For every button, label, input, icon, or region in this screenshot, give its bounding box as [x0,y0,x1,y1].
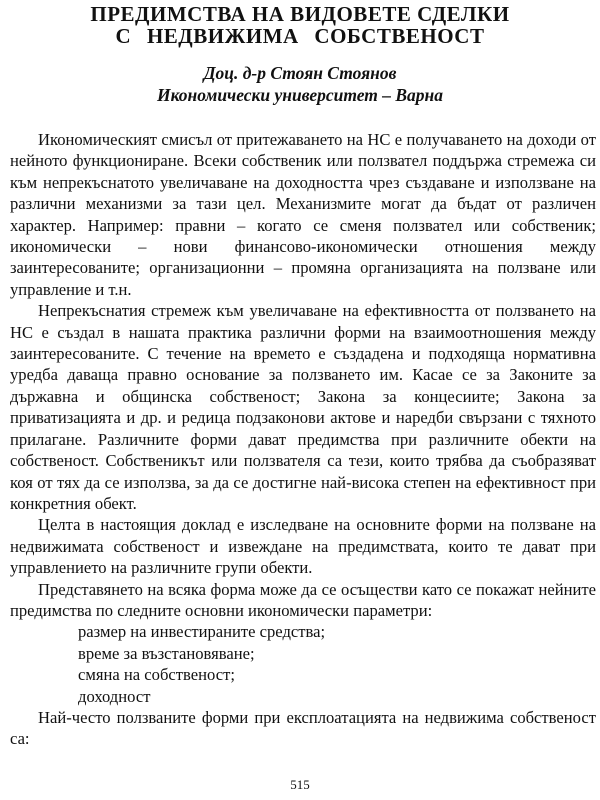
page-title-line-1: ПРЕДИМСТВА НА ВИДОВЕТЕ СДЕЛКИ [90,2,510,26]
parameter-item: смяна на собственост; [78,665,235,685]
paragraph-2: Непрекъснатия стремеж към увеличаване на ефективността от ползването на НС е създал в нашата практика различни форми на взаимоотношения между заинтересованите. С течение на времето е създадена и подходяща нормативна уредба даваща правно основание за ползването им. Касае се за Законите за държавна и общинска собственост; Закона за концесиите; Закона за приватизацията и др. и редица подзаконови актове и наредби свързани с тяхното прилагане. Различните форми дават предимства при различните обекти на собственост. Собственикът или ползвателя са тези, които трябва да съобразяват коя от тях да се използва, за да се достигне най-висока степен на ефективност при конкретния обект. [10,301,596,513]
parameter-item: доходност [78,686,151,706]
parameter-item: време за възстановяване; [78,643,255,663]
paragraph-1: Икономическият смисъл от притежаването на НС е получаването на доходи от нейното функциониране. Всеки собственик или ползвател поддържа стремежа си към непрекъснатото увеличаване на доходността чрез създаване и използване на различни механизми за тази цел. Механизмите могат да бъдат от различен характер. Например: правни – когато се сменя ползвател или собственик; икономически – нови финансово-икономически отношения между заинтересованите; организационни – промяна организацията на ползване или управление и т.н. [10,130,596,299]
paragraph-4: Представянето на всяка форма може да се осъществи като се покажат нейните предимства по следните основни икономически параметри: [10,579,596,620]
author-name: Доц. д-р Стоян Стоянов [203,63,397,83]
paragraph-3: Целта в настоящия доклад е изследване на основните форми на ползване на недвижимата собственост и извеждане на предимствата, които те дават при управлението на различните групи обекти. [10,515,596,578]
page-number: 515 [290,777,310,792]
closing-paragraph: Най-често ползваните форми при експлоатацията на недвижима собственост са: [10,707,596,749]
author-affiliation: Икономически университет – Варна [156,85,444,105]
parameter-item: размер на инвестираните средства; [78,622,326,642]
article-body [10,129,596,750]
page-title-line-2: С НЕДВИЖИМА СОБСТВЕНОСТ [115,24,485,48]
